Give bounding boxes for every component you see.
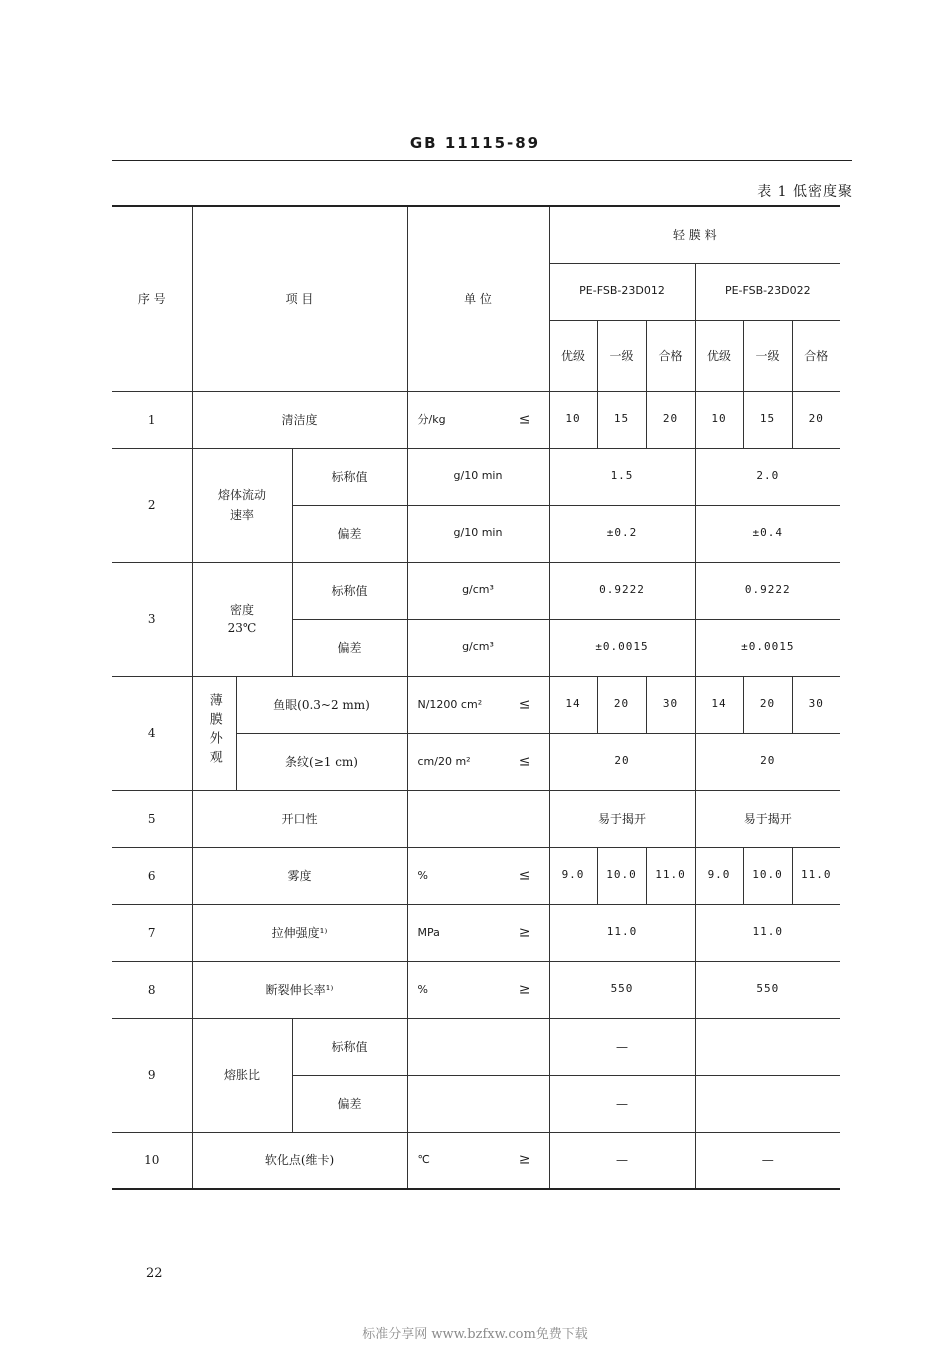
row-item [192, 676, 236, 790]
value-cell: 11.0 [646, 847, 695, 904]
value-cell: — [549, 1132, 695, 1189]
row-seq: 5 [112, 790, 192, 847]
value-cell: 10 [695, 391, 743, 448]
grade-level: 一级 [743, 320, 792, 391]
grade-code-2: PE-FSB-23D022 [695, 263, 840, 320]
header-unit: 单 位 [407, 206, 549, 391]
table-row [112, 562, 840, 619]
table-row [112, 1132, 840, 1189]
value-cell: 20 [792, 391, 840, 448]
unit-text: N/1200 cm² [417, 697, 483, 711]
comparison-operator: ≤ [518, 411, 531, 427]
unit-text: ℃ [417, 1153, 430, 1166]
grade-level: 优级 [695, 320, 743, 391]
sub-item: 偏差 [292, 619, 407, 676]
value-cell: — [695, 1132, 840, 1189]
unit-text: 分/kg [417, 412, 446, 426]
comparison-operator: ≥ [518, 981, 531, 997]
row-unit [407, 961, 549, 1018]
value-cell: 10.0 [743, 847, 792, 904]
row-item: 断裂伸长率¹⁾ [192, 961, 407, 1018]
row-unit [407, 1018, 549, 1075]
row-seq: 3 [112, 562, 192, 676]
document-header: GB 11115-89 [409, 134, 541, 152]
comparison-operator: ≤ [518, 696, 531, 712]
row-item: 熔胀比 [192, 1018, 292, 1132]
table-row [112, 847, 840, 904]
unit-text: % [417, 982, 428, 996]
header-seq: 序 号 [112, 206, 192, 391]
value-cell: 11.0 [792, 847, 840, 904]
page-number: 22 [146, 1266, 163, 1281]
sub-item: 标称值 [292, 1018, 407, 1075]
row-unit: g/10 min [407, 448, 549, 505]
value-cell: 10 [549, 391, 597, 448]
value-cell: 20 [695, 733, 840, 790]
value-cell: 0.9222 [549, 562, 695, 619]
header-material: 轻 膜 料 [549, 206, 840, 263]
table-row [112, 1018, 840, 1075]
grade-level: 优级 [549, 320, 597, 391]
sub-item: 鱼眼(0.3~2 mm) [236, 676, 407, 733]
grade-level: 合格 [646, 320, 695, 391]
row-unit [407, 904, 549, 961]
row-item-text: 熔体流动速率 [218, 487, 267, 522]
row-unit [407, 790, 549, 847]
table-row [112, 961, 840, 1018]
sub-item: 偏差 [292, 505, 407, 562]
value-cell: 20 [646, 391, 695, 448]
value-cell: 30 [646, 676, 695, 733]
row-unit [407, 847, 549, 904]
value-cell: 550 [549, 961, 695, 1018]
row-seq: 9 [112, 1018, 192, 1132]
unit-text: MPa [417, 925, 440, 939]
value-cell: 9.0 [549, 847, 597, 904]
unit-text: % [417, 868, 428, 882]
table-row [112, 904, 840, 961]
row-seq: 7 [112, 904, 192, 961]
comparison-operator: ≤ [518, 867, 531, 883]
header-item: 项 目 [192, 206, 407, 391]
table-row [112, 676, 840, 733]
comparison-operator: ≥ [518, 1151, 531, 1168]
table-row [112, 448, 840, 505]
value-cell: 20 [597, 676, 646, 733]
value-cell: 9.0 [695, 847, 743, 904]
row-item-text: 23℃ [227, 621, 257, 635]
value-cell: — [549, 1018, 695, 1075]
value-cell: ±0.0015 [695, 619, 840, 676]
value-cell: — [549, 1075, 695, 1132]
value-cell: 20 [743, 676, 792, 733]
row-item-text: 薄膜外观 [206, 692, 222, 769]
value-cell: 11.0 [549, 904, 695, 961]
unit-text: cm/20 m² [417, 754, 471, 768]
value-cell [695, 1018, 840, 1075]
row-seq: 8 [112, 961, 192, 1018]
row-item [192, 448, 292, 562]
row-unit [407, 1075, 549, 1132]
sub-item: 标称值 [292, 562, 407, 619]
sub-item: 条纹(≥1 cm) [236, 733, 407, 790]
table-caption: 表 1 低密度聚 [757, 184, 853, 200]
table-row [112, 391, 840, 448]
row-unit: g/cm³ [407, 619, 549, 676]
value-cell: ±0.0015 [549, 619, 695, 676]
row-unit: g/10 min [407, 505, 549, 562]
comparison-operator: ≥ [518, 924, 531, 940]
value-cell: 550 [695, 961, 840, 1018]
value-cell [695, 1075, 840, 1132]
row-unit: g/cm³ [407, 562, 549, 619]
spec-table [112, 205, 840, 1190]
header-rule [112, 160, 852, 161]
value-cell: 10.0 [597, 847, 646, 904]
row-seq: 6 [112, 847, 192, 904]
row-item: 开口性 [192, 790, 407, 847]
row-item [192, 562, 292, 676]
value-cell: 30 [792, 676, 840, 733]
value-cell: ±0.2 [549, 505, 695, 562]
value-cell: 20 [549, 733, 695, 790]
row-seq: 10 [112, 1132, 192, 1189]
value-cell: 11.0 [695, 904, 840, 961]
row-unit [407, 1132, 549, 1189]
row-seq: 2 [112, 448, 192, 562]
row-unit [407, 676, 549, 733]
sub-item: 偏差 [292, 1075, 407, 1132]
row-seq: 4 [112, 676, 192, 790]
row-item-text: 密度 [229, 603, 254, 617]
value-cell: 1.5 [549, 448, 695, 505]
row-item: 拉伸强度¹⁾ [192, 904, 407, 961]
row-seq: 1 [112, 391, 192, 448]
value-cell: 14 [549, 676, 597, 733]
value-cell: 2.0 [695, 448, 840, 505]
value-cell: 0.9222 [695, 562, 840, 619]
value-cell: 14 [695, 676, 743, 733]
grade-code-1: PE-FSB-23D012 [549, 263, 695, 320]
sub-item: 标称值 [292, 448, 407, 505]
value-cell: 15 [743, 391, 792, 448]
row-item: 清洁度 [192, 391, 407, 448]
value-cell: ±0.4 [695, 505, 840, 562]
value-cell: 易于揭开 [695, 790, 840, 847]
grade-level: 合格 [792, 320, 840, 391]
table-row [112, 790, 840, 847]
row-unit [407, 733, 549, 790]
value-cell: 15 [597, 391, 646, 448]
comparison-operator: ≤ [518, 753, 531, 769]
footer-watermark: 标准分享网 www.bzfxw.com免费下载 [362, 1327, 588, 1342]
value-cell: 易于揭开 [549, 790, 695, 847]
row-unit [407, 391, 549, 448]
row-item: 软化点(维卡) [192, 1132, 407, 1189]
grade-level: 一级 [597, 320, 646, 391]
row-item: 雾度 [192, 847, 407, 904]
